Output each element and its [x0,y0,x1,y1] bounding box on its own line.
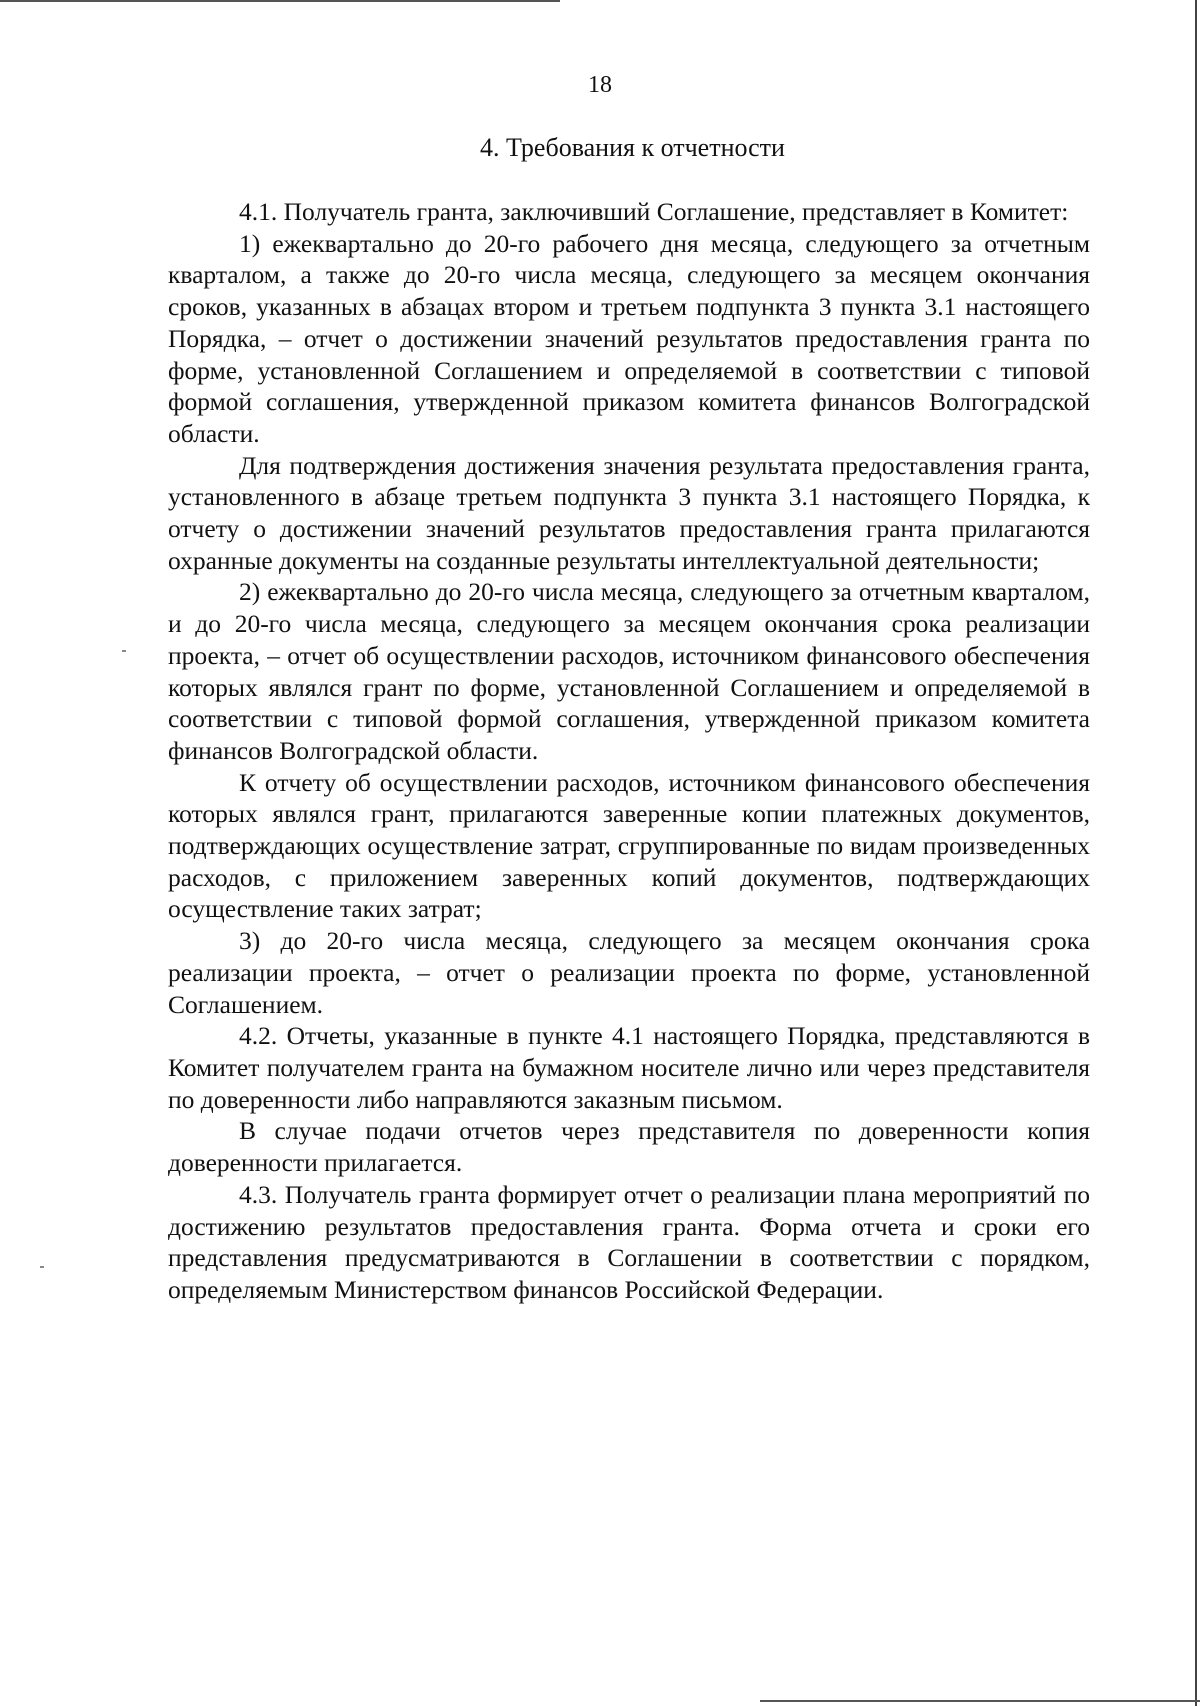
scan-edge-right [1195,0,1197,1706]
paragraph-4-1-item-2: 2) ежеквартально до 20-го числа месяца, следующего за отчетным кварталом, и до 20-го числа месяца, следующего за месяцем окончания срока реализации проекта, – отчет об осуществлении расходов, источником финансового обеспечения которых являлся грант по форме, установленной Соглашением и определяемой в соответствии с типовой формой соглашения, утвержденной приказом комитета финансов Волгоградской области. [168,577,1090,765]
paragraph-4-1-item-1: 1) ежеквартально до 20-го рабочего дня месяца, следующего за отчетным кварталом, а также до 20-го числа месяца, следующего за месяцем окончания сроков, указанных в абзацах втором и третьем подпункта 3 пункта 3.1 настоящего Порядка, – отчет о достижении значений результатов предоставления гранта по форме, установленной Соглашением и определяемой в соответствии с типовой формой соглашения, утвержденной приказом комитета финансов Волгоградской области. [168,228,1090,448]
section-title: 4. Требования к отчетности [480,133,785,162]
scan-edge-bottom [760,1700,1200,1702]
paragraph-4-1: 4.1. Получатель гранта, заключивший Соглашение, представляет в Комитет: [239,197,1069,226]
scan-speck [40,1266,44,1268]
document-body [168,196,1090,1306]
scan-speck [122,650,126,652]
paragraph-confirmation: Для подтверждения достижения значения результата предоставления гранта, установленного в абзаце третьем подпункта 3 пункта 3.1 настоящего Порядка, к отчету о достижении значений результатов предоставления гранта прилагаются охранные документы на созданные результаты интеллектуальной деятельности; [168,450,1090,575]
paragraph-4-1-item-3: 3) до 20-го числа месяца, следующего за месяцем окончания срока реализации проекта, – отчет о реализации проекта по форме, установленной Соглашением. [168,926,1090,1019]
paragraph-4-3: 4.3. Получатель гранта формирует отчет о реализации плана мероприятий по достижению результатов предоставления гранта. Форма отчета и сроки его представления предусматриваются в Соглашении в соответствии с порядком, определяемым Министерством финансов Российской Федерации. [168,1179,1090,1304]
page-number: 18 [588,72,612,98]
paragraph-proxy: В случае подачи отчетов через представителя по доверенности копия доверенности прилагается. [168,1116,1090,1178]
scan-edge-top [0,0,560,2]
paragraph-expense-report: К отчету об осуществлении расходов, источником финансового обеспечения которых являлся грант, прилагаются заверенные копии платежных документов, подтверждающих осуществление затрат, сгруппированные по видам произведенных расходов, с приложением заверенных копий документов, подтверждающих осуществление таких затрат; [168,767,1090,924]
paragraph-4-2: 4.2. Отчеты, указанные в пункте 4.1 настоящего Порядка, представляются в Комитет получателем гранта на бумажном носителе лично или через представителя по доверенности либо направляются заказным письмом. [168,1021,1090,1114]
